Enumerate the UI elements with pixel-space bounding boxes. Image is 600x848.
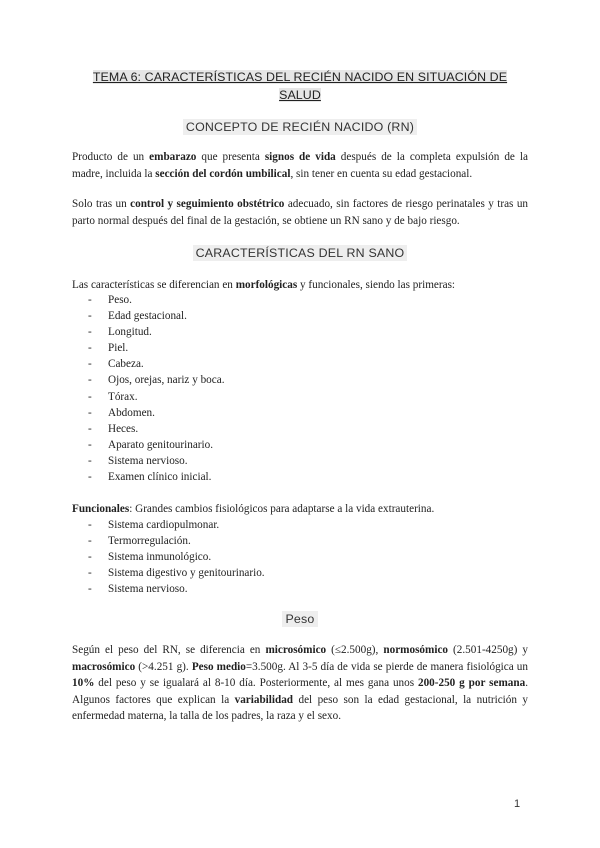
list-item-text: Sistema digestivo y genitourinario. bbox=[108, 567, 265, 580]
dash-bullet: - bbox=[88, 342, 92, 355]
bold-run: variabilidad bbox=[234, 693, 294, 706]
list-item-text: Sistema inmunológico. bbox=[108, 551, 212, 564]
list-item bbox=[88, 421, 225, 437]
functional-list bbox=[88, 517, 265, 597]
dash-bullet: - bbox=[88, 406, 92, 419]
list-item-text: Tórax. bbox=[108, 390, 138, 403]
morphological-list bbox=[88, 292, 225, 485]
list-item-text: Aparato genitourinario. bbox=[108, 438, 214, 451]
dash-bullet: - bbox=[88, 358, 92, 371]
section-heading-caracteristicas bbox=[72, 246, 528, 260]
text-run: después de la completa expulsión de la madre, incluida la bbox=[72, 151, 528, 180]
paragraph-control bbox=[72, 196, 528, 229]
dash-bullet: - bbox=[88, 326, 92, 339]
text-run: (≤2.500g), bbox=[326, 644, 384, 656]
bold-run: macrosómico bbox=[72, 660, 136, 673]
text-run: que presenta bbox=[196, 151, 265, 163]
paragraph-definition bbox=[72, 149, 528, 182]
text-run: del peso son la edad gestacional, la nutrición y enfermedad materna, la talla de los padres, la raza y el sexo. bbox=[72, 693, 528, 723]
list-item-text: Edad gestacional. bbox=[108, 310, 187, 323]
dash-bullet: - bbox=[88, 438, 92, 451]
list-item bbox=[88, 517, 265, 533]
list-item-text: Ojos, orejas, nariz y boca. bbox=[108, 374, 225, 387]
list-item-text: Sistema nervioso. bbox=[108, 454, 188, 467]
dash-bullet: - bbox=[88, 454, 92, 467]
text-run: del peso y se igualará al 8-10 día. Posteriormente, al mes gana unos bbox=[94, 677, 418, 690]
list-item-text: Peso. bbox=[108, 294, 132, 306]
list-item bbox=[88, 356, 225, 372]
list-item bbox=[88, 340, 225, 356]
document-title: TEMA 6: CARACTERÍSTICAS DEL RECIÉN NACIDO EN SITUACIÓN DE SALUD bbox=[92, 70, 508, 102]
list-item bbox=[88, 389, 225, 405]
dash-bullet: - bbox=[88, 471, 92, 484]
list-item bbox=[88, 549, 265, 565]
text-run: Las características se diferencian en bbox=[72, 279, 236, 291]
paragraph-peso bbox=[72, 642, 528, 725]
bold-run: microsómico bbox=[265, 644, 327, 656]
list-item bbox=[88, 308, 225, 324]
bold-run: morfológicas bbox=[235, 279, 298, 291]
section-heading-concepto bbox=[72, 120, 528, 134]
bold-run: normosómico bbox=[383, 644, 449, 656]
list-item bbox=[88, 405, 225, 421]
text-run: , sin tener en cuenta su edad gestacional. bbox=[290, 167, 473, 180]
bold-run: 200-250 g por semana bbox=[417, 677, 526, 690]
list-item-text: Examen clínico inicial. bbox=[108, 471, 212, 484]
list-item-text: Heces. bbox=[108, 422, 139, 435]
dash-bullet: - bbox=[88, 390, 92, 403]
text-run: (2.501-4250g) y bbox=[448, 644, 528, 656]
dash-bullet: - bbox=[88, 583, 92, 596]
list-item-text: Sistema nervioso. bbox=[108, 583, 188, 596]
list-item-text: Termorregulación. bbox=[108, 535, 191, 548]
dash-bullet: - bbox=[88, 294, 92, 306]
list-item bbox=[88, 453, 225, 469]
text-run: =3.500g. Al 3-5 día de vida se pierde de manera fisiológica un bbox=[245, 660, 528, 673]
list-item-text: Longitud. bbox=[108, 326, 152, 339]
dash-bullet: - bbox=[88, 374, 92, 387]
bold-run: Funcionales bbox=[72, 503, 130, 515]
bold-run: embarazo bbox=[149, 151, 197, 163]
section-heading-text: CONCEPTO DE RECIÉN NACIDO (RN) bbox=[183, 119, 417, 135]
text-run: . Algunos factores que explican la bbox=[72, 677, 528, 706]
text-run: (>4.251 g). bbox=[135, 660, 192, 673]
bold-run: Peso medio bbox=[191, 660, 246, 673]
section-heading-peso bbox=[72, 612, 528, 626]
dash-bullet: - bbox=[88, 310, 92, 323]
text-run: Según el peso del RN, se diferencia en bbox=[72, 644, 266, 656]
list-item-text: Abdomen. bbox=[108, 406, 155, 419]
text-run: Solo tras un bbox=[72, 198, 131, 210]
bold-run: 10% bbox=[72, 677, 95, 690]
list-item bbox=[88, 324, 225, 340]
text-run: y funcionales, siendo las primeras: bbox=[297, 279, 456, 291]
bold-run: sección del cordón umbilical bbox=[155, 167, 291, 180]
bold-run: signos de vida bbox=[264, 151, 336, 163]
document-title-container bbox=[72, 68, 528, 104]
list-item bbox=[88, 469, 225, 485]
text-run: : Grandes cambios fisiológicos para adaptarse a la vida extrauterina. bbox=[129, 503, 435, 515]
list-item bbox=[88, 581, 265, 597]
list-item bbox=[88, 372, 225, 388]
dash-bullet: - bbox=[88, 422, 92, 435]
text-run: adecuado, sin factores de riesgo perinatales y tras un parto normal después del final de la gestación, se obtiene un RN sano y de bajo riesgo. bbox=[72, 198, 529, 227]
list-item-text: Piel. bbox=[108, 342, 129, 355]
dash-bullet: - bbox=[88, 535, 92, 548]
dash-bullet: - bbox=[88, 567, 92, 580]
bold-run: control y seguimiento obstétrico bbox=[130, 198, 285, 210]
section-heading-text: CARACTERÍSTICAS DEL RN SANO bbox=[193, 245, 408, 261]
section-heading-text: Peso bbox=[282, 611, 317, 627]
list-item-text: Cabeza. bbox=[108, 358, 144, 371]
list-item bbox=[88, 437, 225, 453]
paragraph-functional-intro bbox=[72, 501, 528, 518]
list-item bbox=[88, 292, 225, 308]
list-item bbox=[88, 533, 265, 549]
dash-bullet: - bbox=[88, 519, 92, 531]
page-number: 1 bbox=[514, 798, 521, 810]
list-item-text: Sistema cardiopulmonar. bbox=[108, 519, 220, 531]
dash-bullet: - bbox=[88, 551, 92, 564]
text-run: Producto de un bbox=[72, 151, 150, 163]
list-item bbox=[88, 565, 265, 581]
